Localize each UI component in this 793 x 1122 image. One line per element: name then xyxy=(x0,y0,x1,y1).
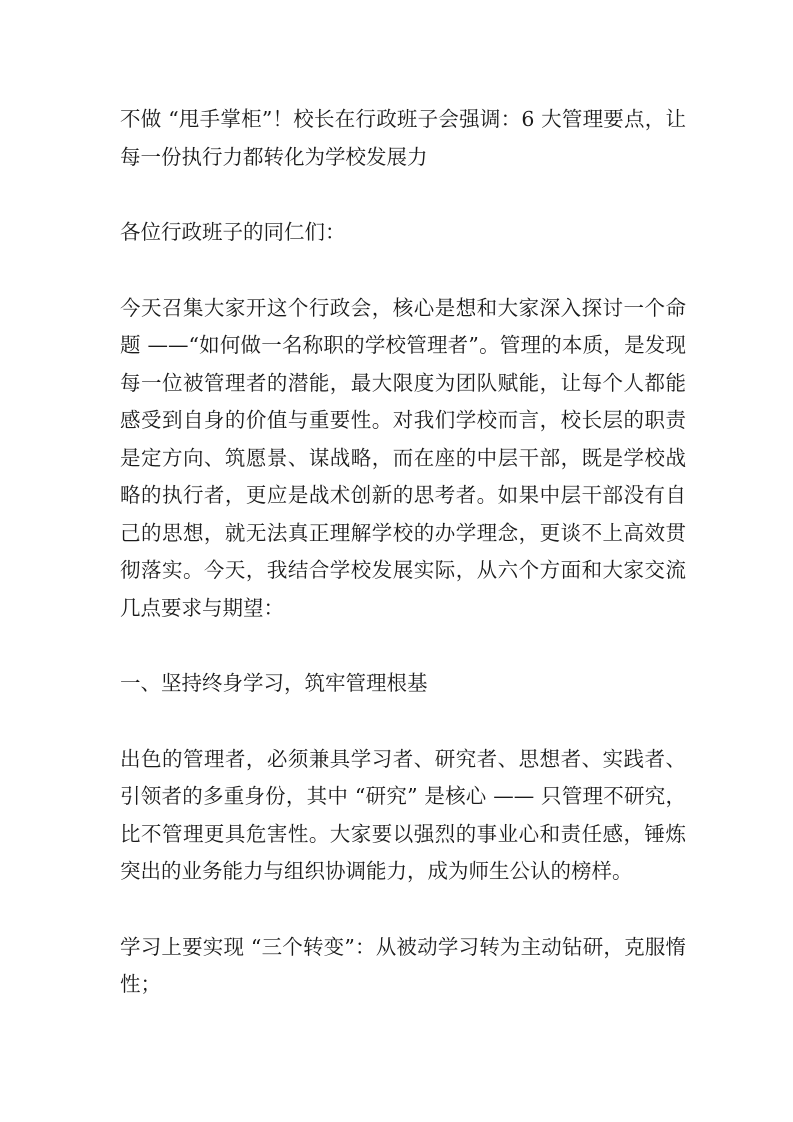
spacer xyxy=(120,176,686,214)
body-paragraph: 学习上要实现 “三个转变”：从被动学习转为主动钻研，克服惰性； xyxy=(120,934,686,996)
spacer xyxy=(120,703,686,741)
spacer xyxy=(120,627,686,665)
intro-paragraph: 今天召集大家开这个行政会，核心是想和大家深入探讨一个命题 ——“如何做一名称职的学校管理者”。管理的本质，是发现每一位被管理者的潜能，最大限度为团队赋能，让每个人都能感受到自身的价值与重要性。对我们学校而言，校长层的职责是定方向、筑愿景、谋战略，而在座的中层干部，既是学校战略的执行者，更应是战术创新的思考者。如果中层干部没有自己的思想，就无法真正理解学校的办学理念，更谈不上高效贯彻落实。今天，我结合学校发展实际，从六个方面和大家交流几点要求与期望： xyxy=(120,295,686,620)
spacer xyxy=(120,252,686,290)
spacer xyxy=(120,891,686,929)
section-heading-1: 一、坚持终身学习，筑牢管理根基 xyxy=(120,671,428,695)
document-page xyxy=(120,101,686,1004)
document-title: 不做 “甩手掌柜”！校长在行政班子会强调：6 大管理要点，让每一份执行力都转化为学校发展力 xyxy=(120,107,686,169)
body-paragraph: 出色的管理者，必须兼具学习者、研究者、思想者、实践者、引领者的多重身份，其中 “研究” 是核心 —— 只管理不研究，比不管理更具危害性。大家要以强烈的事业心和责任感，锤炼突出的业务能力与组织协调能力，成为师生公认的榜样。 xyxy=(120,746,686,883)
salutation: 各位行政班子的同仁们： xyxy=(120,220,346,244)
